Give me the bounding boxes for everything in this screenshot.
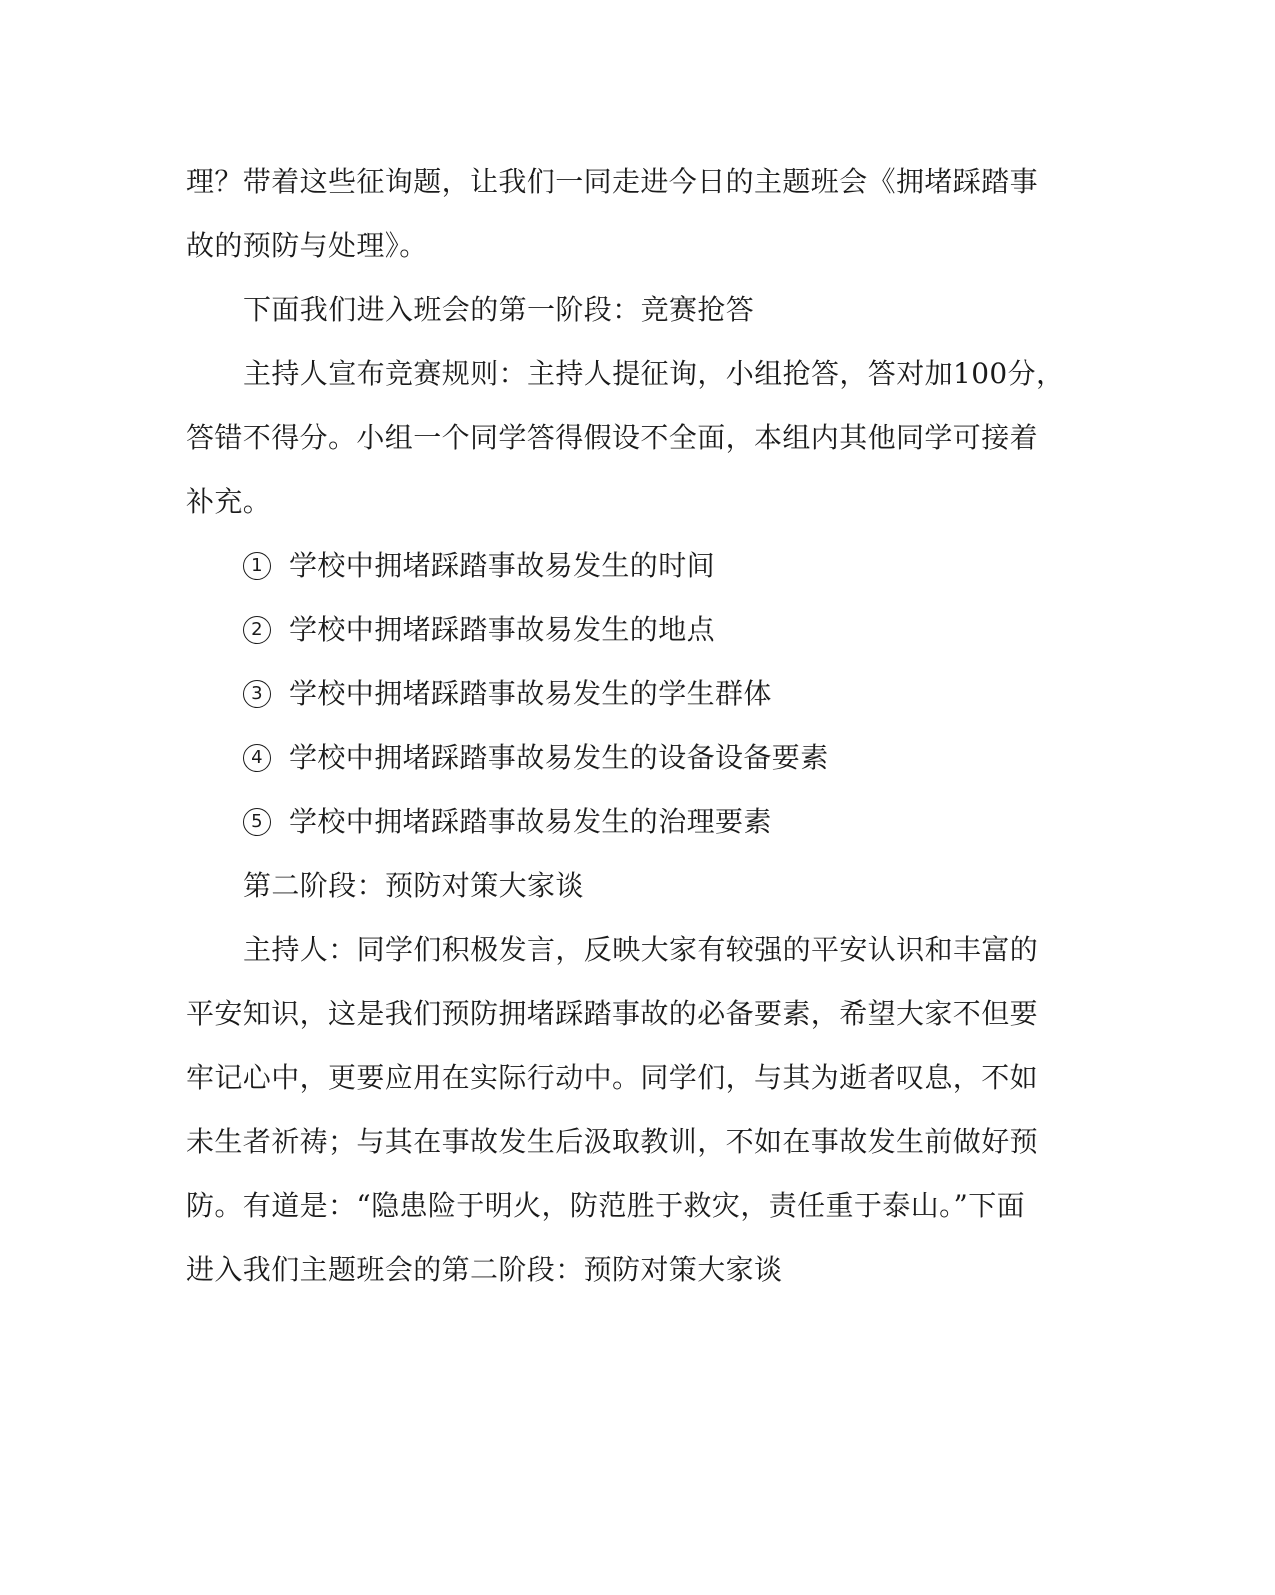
circled-number-1: 1 [243,552,271,580]
paragraph-intro-line-1: 理？带着这些征询题，让我们一同走进今日的主题班会《拥堵踩踏事 [186,165,1039,198]
host-speech-line-1: 主持人：同学们积极发言，反映大家有较强的平安认识和丰富的 [243,933,1039,966]
circled-number-5: 5 [243,808,271,836]
host-speech-line-5: 防。有道是：“隐患险于明火，防范胜于救灾，责任重于泰山。”下面 [186,1189,1026,1222]
question-item [186,662,1048,726]
question-text: 学校中拥堵踩踏事故易发生的设备设备要素 [289,741,829,774]
host-speech-line-6: 进入我们主题班会的第二阶段：预防对策大家谈 [186,1253,783,1286]
circled-number-4: 4 [243,744,271,772]
stage2-heading: 第二阶段：预防对策大家谈 [243,869,584,902]
question-item [186,534,1048,598]
rules-line-1: 主持人宣布竞赛规则：主持人提征询，小组抢答，答对加100分， [243,357,1065,390]
rules-line-3: 补充。 [186,485,272,518]
question-item [186,726,1048,790]
stage1-heading: 下面我们进入班会的第一阶段：竞赛抢答 [243,293,755,326]
document-body [186,150,1065,1302]
question-item [186,598,1048,662]
question-text: 学校中拥堵踩踏事故易发生的学生群体 [289,677,772,710]
question-text: 学校中拥堵踩踏事故易发生的治理要素 [289,805,772,838]
circled-number-2: 2 [243,616,271,644]
rules-line-2: 答错不得分。小组一个同学答得假设不全面，本组内其他同学可接着 [186,421,1039,454]
paragraph-intro-line-2: 故的预防与处理》。 [186,229,428,262]
host-speech-line-4: 未生者祈祷；与其在事故发生后汲取教训，不如在事故发生前做好预 [186,1125,1039,1158]
question-text: 学校中拥堵踩踏事故易发生的时间 [289,549,716,582]
circled-number-3: 3 [243,680,271,708]
question-text: 学校中拥堵踩踏事故易发生的地点 [289,613,716,646]
question-item [186,790,1048,854]
host-speech-line-2: 平安知识，这是我们预防拥堵踩踏事故的必备要素，希望大家不但要 [186,997,1039,1030]
host-speech-line-3: 牢记心中，更要应用在实际行动中。同学们，与其为逝者叹息，不如 [186,1061,1039,1094]
